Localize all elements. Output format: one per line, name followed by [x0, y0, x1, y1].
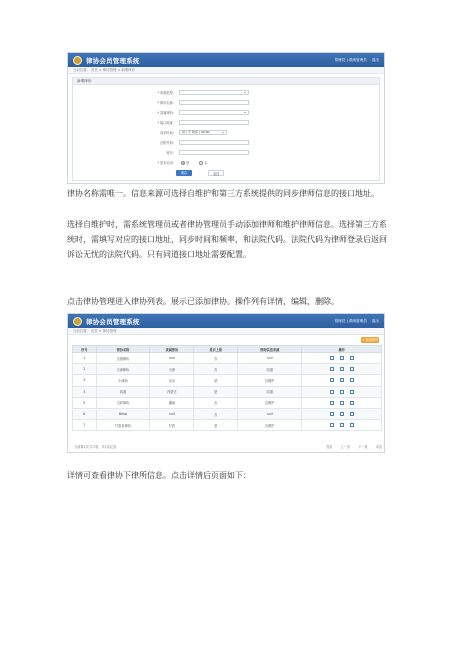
list-toolbar: [68, 335, 384, 345]
detail-icon[interactable]: [330, 378, 334, 382]
detail-icon[interactable]: [330, 412, 334, 416]
field-api-url: * 接口地址：: [145, 120, 249, 125]
table-cell: 自维护: [238, 375, 302, 386]
field-enabled: * 是否启用： 是 否: [157, 161, 208, 165]
court-logo-icon: [73, 56, 82, 65]
row-actions: [302, 386, 382, 397]
enabled-no-radio[interactable]: [199, 161, 203, 165]
edit-icon[interactable]: [340, 423, 344, 427]
assoc-table: [72, 345, 382, 431]
table-cell: 3: [73, 375, 97, 386]
table-cell: 自维护: [238, 420, 302, 431]
table-cell: Bessi: [96, 408, 150, 419]
table-row: [73, 420, 382, 431]
system-title: 律协会员管理系统: [86, 56, 140, 65]
table-row: [73, 408, 382, 419]
app-header: [68, 53, 384, 67]
enabled-yes-radio[interactable]: [181, 161, 185, 165]
form-panel: [72, 77, 380, 181]
table-cell: 甘肃省律协: [96, 420, 150, 431]
table-cell: 吉祥律协: [96, 397, 150, 408]
table-cell: 全国律协: [96, 353, 150, 364]
list-screenshot: [67, 313, 385, 453]
pagination: [72, 442, 382, 450]
detail-icon[interactable]: [330, 356, 334, 360]
court-code-input[interactable]: [179, 140, 249, 145]
detail-icon[interactable]: [330, 401, 334, 405]
col-name: 律协名称: [96, 346, 150, 353]
edit-icon[interactable]: [340, 367, 344, 371]
row-actions: [302, 397, 382, 408]
edit-icon[interactable]: [340, 401, 344, 405]
breadcrumb: 当前位置： 首页 > 律协管理: [68, 328, 384, 335]
logout-link[interactable]: 退出: [371, 57, 379, 62]
edit-icon[interactable]: [340, 356, 344, 360]
field-account: 账号：: [145, 150, 249, 155]
field-court-code: 法院代码：: [145, 140, 249, 145]
table-cell: 是: [194, 375, 238, 386]
table-cell: 内蒙古: [150, 386, 194, 397]
header-user[interactable]: 管理员 | 系统管理员: [334, 318, 367, 323]
row-actions: [302, 408, 382, 419]
table-cell: 6: [73, 408, 97, 419]
pager-first[interactable]: 首页: [326, 444, 333, 449]
paragraph-name-unique: 律协名称需唯一。信息来源可选择自维护和第三方系统提供的同步律师信息的接口地址。: [67, 189, 379, 198]
table-cell: 否: [194, 397, 238, 408]
sync-time-select[interactable]: 每 | 天 同步 | 00:00: [179, 130, 227, 135]
table-cell: 北京: [150, 375, 194, 386]
table-cell: 5: [73, 397, 97, 408]
breadcrumb: 当前位置： 首页 > 律协管理 > 新增律协: [68, 67, 384, 74]
table-cell: 否: [194, 408, 238, 419]
logout-link[interactable]: 退出: [371, 318, 379, 323]
source-type-select[interactable]: [179, 90, 249, 95]
delete-icon[interactable]: [350, 367, 354, 371]
table-cell: 同道: [238, 364, 302, 375]
table-cell: 否: [194, 364, 238, 375]
parent-assoc-select[interactable]: [179, 110, 249, 115]
delete-icon[interactable]: [350, 412, 354, 416]
delete-icon[interactable]: [350, 401, 354, 405]
pager-next[interactable]: 下一页: [358, 444, 368, 449]
court-logo-icon: [73, 317, 82, 326]
table-cell: 4: [73, 386, 97, 397]
table-cell: 7: [73, 420, 97, 431]
delete-icon[interactable]: [350, 390, 354, 394]
table-cell: 是: [194, 386, 238, 397]
col-source: 律师信息来源: [238, 346, 302, 353]
table-header-row: [73, 346, 382, 353]
col-is-superior: 是否上级: [194, 346, 238, 353]
table-row: [73, 353, 382, 364]
table-cell: null: [238, 408, 302, 419]
system-title: 律协会员管理系统: [86, 317, 140, 326]
detail-icon[interactable]: [330, 423, 334, 427]
edit-icon[interactable]: [340, 378, 344, 382]
row-actions: [302, 353, 382, 364]
delete-icon[interactable]: [350, 423, 354, 427]
pager-last[interactable]: 末页: [375, 444, 382, 449]
table-cell: 同道: [96, 386, 150, 397]
paragraph-self-maintain: 选择自维护时，需系统管理员或者律协管理员手动添加律师和维护律师信息。选择第三方系统时，需填写对应的接口地址，同步时间和频率，和法院代码。法院代码为律师登录后返回诉讼无忧的法院代码。只有同道接口地址需要配置。: [67, 220, 387, 259]
api-url-input[interactable]: [179, 120, 249, 125]
table-cell: 否: [194, 353, 238, 364]
edit-icon[interactable]: [340, 390, 344, 394]
field-sync-time: 同步时间： 每 | 天 同步 | 00:00: [145, 130, 227, 135]
panel-title: 新增律协: [73, 78, 379, 85]
table-row: [73, 375, 382, 386]
edit-icon[interactable]: [340, 412, 344, 416]
delete-icon[interactable]: [350, 356, 354, 360]
table-cell: 自维护: [238, 397, 302, 408]
add-assoc-button[interactable]: + 新增律协: [361, 338, 379, 342]
row-actions: [302, 375, 382, 386]
back-button[interactable]: 返回: [208, 170, 224, 176]
table-row: [73, 386, 382, 397]
table-row: [73, 397, 382, 408]
account-input[interactable]: [179, 150, 249, 155]
field-parent-assoc: * 隶属律协：: [145, 110, 249, 115]
table-cell: 同道: [238, 386, 302, 397]
table-cell: 天津律协: [96, 364, 150, 375]
form-screenshot: [67, 52, 385, 184]
table-cell: 小律协: [96, 375, 150, 386]
detail-icon[interactable]: [330, 390, 334, 394]
pager-prev[interactable]: 上一页: [340, 444, 351, 449]
table-cell: 2: [73, 364, 97, 375]
delete-icon[interactable]: [350, 378, 354, 382]
header-user[interactable]: 管理员 | 系统管理员: [334, 57, 367, 62]
field-assoc-name: * 律协名称：: [145, 100, 249, 105]
detail-icon[interactable]: [330, 367, 334, 371]
table-cell: 天津: [150, 364, 194, 375]
row-actions: [302, 364, 382, 375]
save-button[interactable]: 保存: [176, 170, 192, 176]
paragraph-list-intro: 点击律协管理进入律协列表。展示已添加律协。操作列有详情，编辑，删除。: [67, 297, 339, 306]
field-source-type: * 来源类型：: [145, 90, 249, 95]
col-parent: 隶属律协: [150, 346, 194, 353]
table-cell: 是: [194, 420, 238, 431]
table-row: [73, 364, 382, 375]
app-header: [68, 314, 384, 328]
row-actions: [302, 420, 382, 431]
paragraph-detail-intro: 详情可查看律协下律所信息。点击详情后页面如下：: [67, 471, 251, 480]
assoc-name-input[interactable]: [179, 100, 249, 105]
table-cell: 1: [73, 353, 97, 364]
table-cell: null: [150, 353, 194, 364]
col-index: 序号: [73, 346, 97, 353]
table-cell: null: [238, 353, 302, 364]
table-cell: null: [150, 408, 194, 419]
table-cell: 湖南: [150, 397, 194, 408]
col-actions: 操作: [302, 346, 382, 353]
table-cell: 甘孜: [150, 420, 194, 431]
pager-info: 当前第1页 共7条，共1页记录: [74, 444, 117, 449]
